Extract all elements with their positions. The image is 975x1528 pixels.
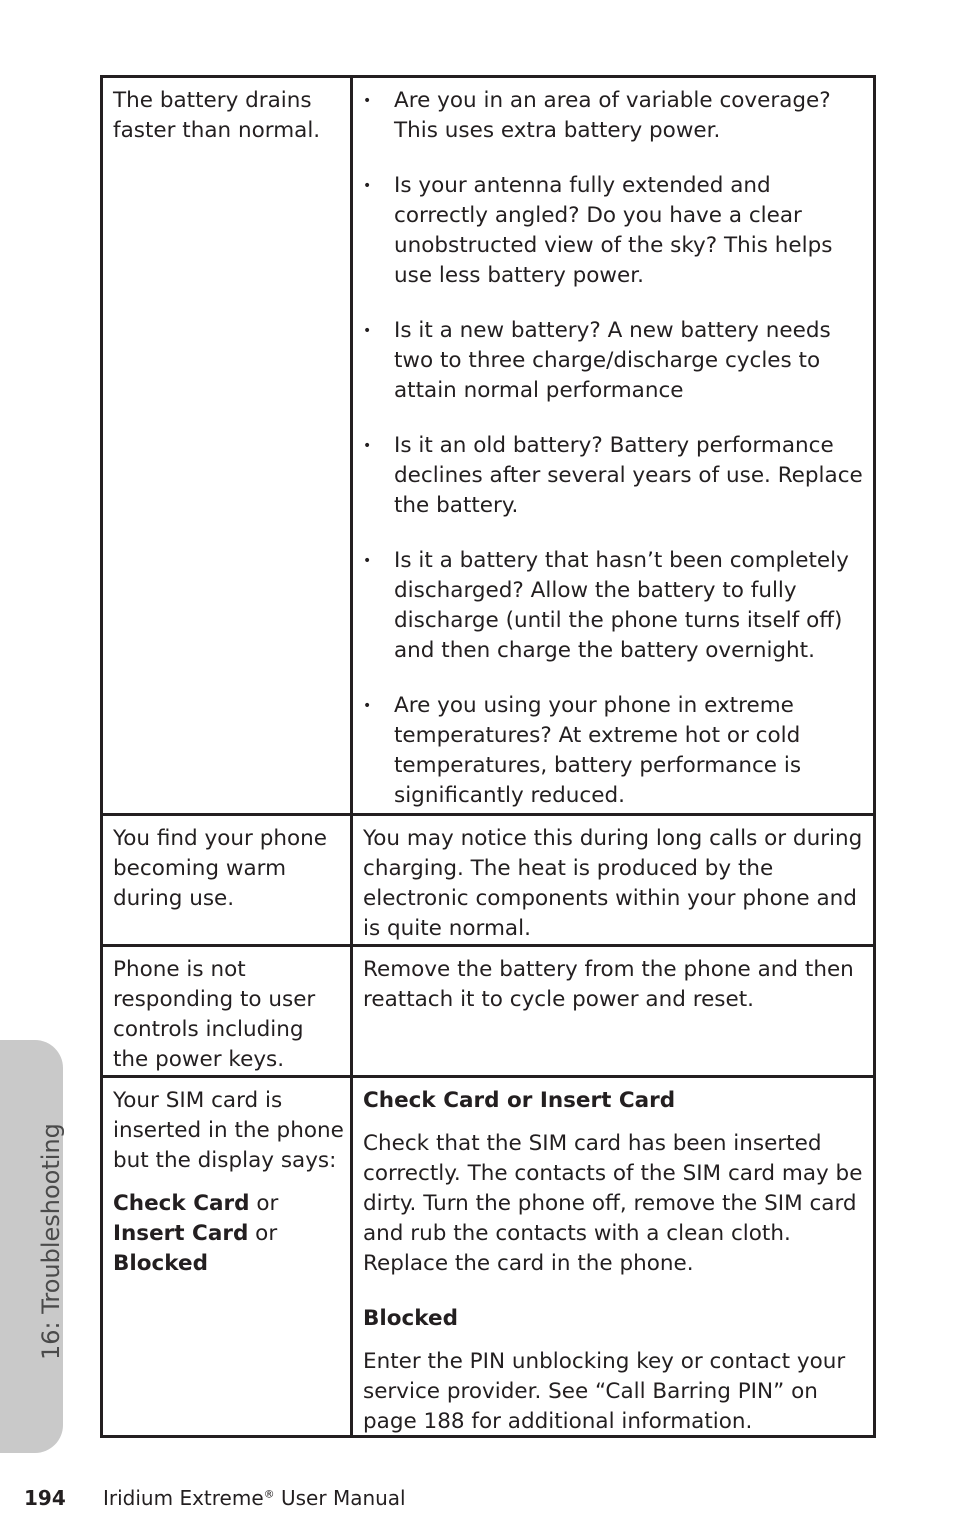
registered-mark: ® xyxy=(263,1487,275,1501)
list-item xyxy=(363,691,867,811)
solution-heading: Blocked xyxy=(363,1306,458,1331)
table-row xyxy=(103,813,873,944)
solution-cell xyxy=(353,78,873,813)
table-row xyxy=(103,78,873,813)
page-number: 194 xyxy=(24,1486,66,1510)
manual-suffix: User Manual xyxy=(274,1486,406,1510)
problem-text: You find your phone becoming warm during use. xyxy=(113,826,328,911)
problem-cell xyxy=(103,78,353,813)
problem-text: Your SIM card is inserted in the phone but the display says: xyxy=(113,1088,344,1173)
bullet-text: Are you in an area of variable coverage? This uses extra battery power. xyxy=(394,88,831,143)
bullet-text: Is it an old battery? Battery performance declines after several years of use. Replace the battery. xyxy=(394,433,863,518)
solution-heading: Check Card or Insert Card xyxy=(363,1088,676,1113)
bullet-text: Is it a new battery? A new battery needs two to three charge/discharge cycles to attain normal performance xyxy=(394,318,831,403)
list-item xyxy=(363,171,867,291)
list-item xyxy=(363,316,867,406)
problem-text: Phone is not responding to user controls including the power keys. xyxy=(113,957,316,1072)
problem-cell xyxy=(103,1078,353,1435)
bullet-icon: • xyxy=(363,698,372,714)
bullet-icon: • xyxy=(363,438,372,454)
bullet-list xyxy=(363,86,867,811)
problem-text: The battery drains faster than normal. xyxy=(113,88,321,143)
message-blocked: Blocked xyxy=(113,1251,208,1276)
solution-text: Enter the PIN unblocking key or contact your service provider. See “Call Barring PIN” on page 188 for additional information. xyxy=(363,1349,846,1434)
solution-text: You may notice this during long calls or during charging. The heat is produced by the electronic components within your phone and is quite normal. xyxy=(363,826,863,941)
list-item xyxy=(363,431,867,521)
solution-cell xyxy=(353,1078,873,1435)
message-insert-card: Insert Card xyxy=(113,1221,249,1246)
manual-title xyxy=(103,1483,406,1513)
bullet-text: Is your antenna fully extended and correctly angled? Do you have a clear unobstructed view of the sky? This helps use less battery power. xyxy=(394,173,833,288)
troubleshooting-table xyxy=(100,75,876,1438)
bullet-icon: • xyxy=(363,553,372,569)
or-text: or xyxy=(248,1221,278,1246)
list-item xyxy=(363,546,867,666)
table-row xyxy=(103,944,873,1075)
bullet-text: Is it a battery that hasn’t been completely discharged? Allow the battery to fully discharge (until the phone turns itself off) and then charge the battery overnight. xyxy=(394,548,849,663)
solution-text: Check that the SIM card has been inserted correctly. The contacts of the SIM card may be dirty. Turn the phone off, remove the SIM card and rub the contacts with a clean cloth. Replace the card in the phone. xyxy=(363,1131,863,1276)
solution-cell xyxy=(353,816,873,944)
list-item xyxy=(363,86,867,146)
problem-cell xyxy=(103,947,353,1075)
bullet-icon: • xyxy=(363,93,372,109)
or-text: or xyxy=(249,1191,279,1216)
manual-name: Iridium Extreme xyxy=(103,1486,264,1510)
solution-cell xyxy=(353,947,873,1075)
message-check-card: Check Card xyxy=(113,1191,250,1216)
solution-text: Remove the battery from the phone and then reattach it to cycle power and reset. xyxy=(363,957,854,1012)
table-row xyxy=(103,1075,873,1435)
bullet-icon: • xyxy=(363,178,372,194)
display-message-list xyxy=(113,1189,344,1279)
chapter-tab-label: 16: Troubleshooting xyxy=(37,1123,65,1360)
bullet-text: Are you using your phone in extreme temperatures? At extreme hot or cold temperatures, battery performance is significantly reduced. xyxy=(394,693,802,808)
bullet-icon: • xyxy=(363,323,372,339)
problem-cell xyxy=(103,816,353,944)
